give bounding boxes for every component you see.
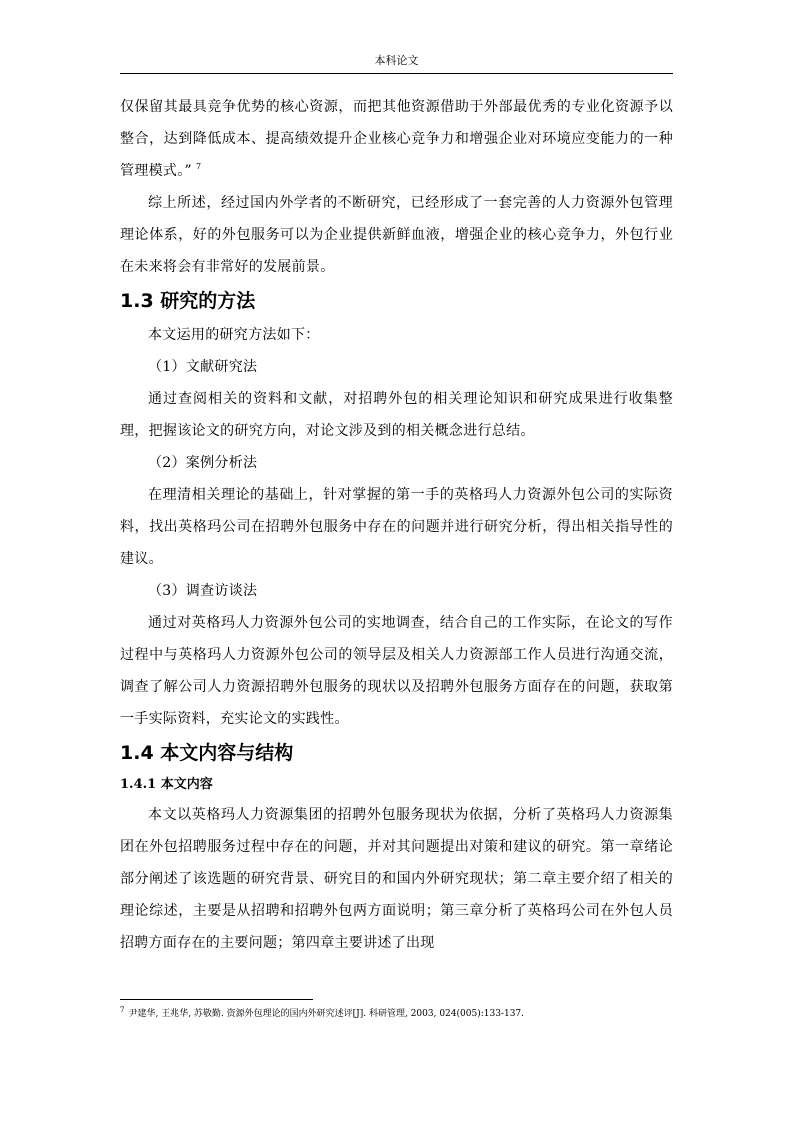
footnote-divider <box>120 999 313 1000</box>
method-item-3: （3）调查访谈法 <box>148 583 258 599</box>
method-item-1: （1）文献研究法 <box>148 359 258 375</box>
footnote-text: 尹建华, 王兆华, 苏敬勤. 资源外包理论的国内外研究述评[J]. 科研管理, 2003, 024(005):133-137. <box>128 1009 525 1019</box>
footnote <box>120 1008 680 1021</box>
paragraph-case-method: 在理清相关理论的基础上，针对掌握的第一手的英格玛人力资源外包公司的实际资料，找出英格玛公司在招聘外包服务中存在的问题并进行研究分析，得出相关指导性的建议。 <box>120 487 673 567</box>
paragraph-methods-intro: 本文运用的研究方法如下： <box>148 327 320 343</box>
subsection-heading-1-4-1: 1.4.1 本文内容 <box>120 777 213 792</box>
footnote-number: 7 <box>120 1006 125 1014</box>
header-divider <box>120 73 673 74</box>
paragraph-text: 仅保留其最具竞争优势的核心资源，而把其他资源借助于外部最优秀的专业化资源予以整合，达到降低成本、提高绩效提升企业核心竞争力和增强企业对环境应变能力的一种管理模式。” <box>120 99 673 179</box>
paragraph-summary: 综上所述，经过国内外学者的不断研究，已经形成了一套完善的人力资源外包管理理论体系，好的外包服务可以为企业提供新鲜血液，增强企业的核心竞争力，外包行业在未来将会有非常好的发展前景。 <box>120 195 673 275</box>
page-header: 本科论文 <box>374 54 419 67</box>
footnote-reference[interactable]: 7 <box>195 162 202 172</box>
paragraph-literature-method: 通过查阅相关的资料和文献，对招聘外包的相关理论知识和研究成果进行收集整理，把握该论文的研究方向，对论文涉及到的相关概念进行总结。 <box>120 391 673 439</box>
section-heading-1-4: 1.4 本文内容与结构 <box>120 742 294 764</box>
paragraph-interview-method: 通过对英格玛人力资源外包公司的实地调查，结合自己的工作实际，在论文的写作过程中与英格玛人力资源外包公司的领导层及相关人力资源部工作人员进行沟通交流，调查了解公司人力资源招聘外包服务的现状以及招聘外包服务方面存在的问题，获取第一手实际资料，充实论文的实践性。 <box>120 615 673 727</box>
page-body <box>120 91 673 959</box>
method-item-2: （2）案例分析法 <box>148 455 258 471</box>
section-heading-1-3: 1.3 研究的方法 <box>120 290 256 312</box>
paragraph-quote-continuation <box>120 91 673 187</box>
paragraph-content-overview: 本文以英格玛人力资源集团的招聘外包服务现状为依据，分析了英格玛人力资源集团在外包招聘服务过程中存在的问题，并对其问题提出对策和建议的研究。第一章绪论部分阐述了该选题的研究背景、研究目的和国内外研究现状；第二章主要介绍了相关的理论综述，主要是从招聘和招聘外包两方面说明；第三章分析了英格玛公司在外包人员招聘方面存在的主要问题；第四章主要讲述了出现 <box>120 807 673 951</box>
